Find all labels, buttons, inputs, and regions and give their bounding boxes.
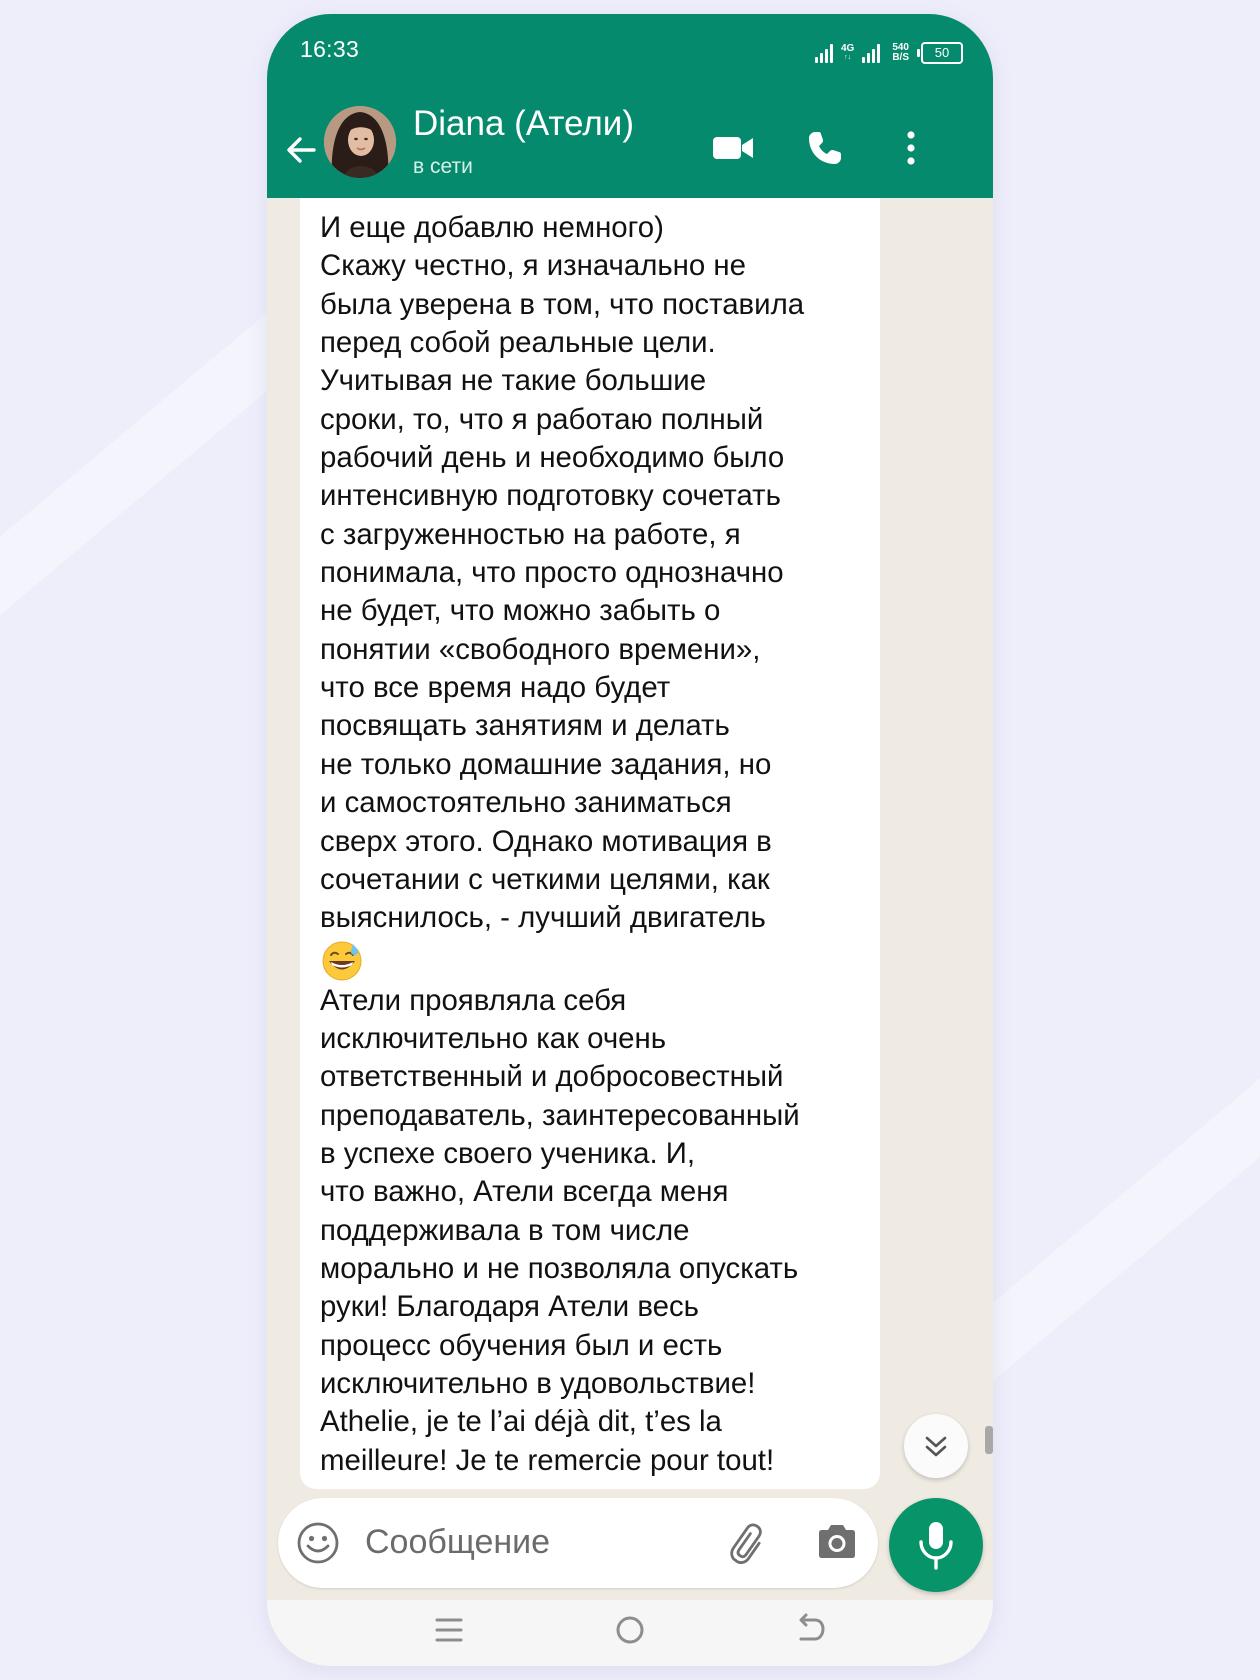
video-call-icon[interactable] (711, 126, 755, 170)
contact-status: в сети (413, 155, 473, 178)
back-arrow-icon[interactable] (283, 132, 319, 168)
home-icon[interactable] (612, 1612, 648, 1648)
message-input-bar (278, 1498, 878, 1588)
signal-icon-2 (862, 43, 880, 63)
message-text (320, 209, 865, 1480)
paperclip-icon[interactable] (726, 1520, 772, 1566)
battery-level: 50 (934, 45, 950, 60)
camera-icon[interactable] (814, 1519, 860, 1565)
speed-unit: B/S (892, 52, 909, 63)
network-indicator (841, 44, 854, 62)
chat-header (267, 14, 993, 198)
message-text-part2: Атели проявляла себя исключительно как очень ответственный и добросовестный преподаватель, заинтересованный в успехе своего ученика. И, что важно, Атели всегда меня поддерживала в том числе морально и не позволяла опускать руки! Благодаря Атели весь процесс обучения был и есть исключительно в удовольствие! Athelie, je te l’ai déjà dit, t’es la meilleure! Je te remercie pour tout! (320, 983, 800, 1477)
message-input[interactable] (365, 1520, 685, 1564)
recent-apps-icon[interactable] (431, 1612, 467, 1648)
scrollbar-thumb[interactable] (985, 1426, 993, 1454)
microphone-button[interactable] (889, 1498, 983, 1592)
contact-name[interactable]: Diana (Атели) (413, 104, 634, 143)
battery-icon (921, 42, 963, 64)
speed-value: 540 (892, 42, 909, 53)
back-nav-icon[interactable] (793, 1612, 829, 1648)
phone-screen (267, 14, 993, 1666)
avatar[interactable] (324, 106, 396, 178)
double-chevron-down-icon (904, 1414, 968, 1478)
phone-icon[interactable] (803, 126, 847, 170)
status-time: 16:33 (300, 36, 360, 62)
scroll-to-bottom-button[interactable] (904, 1414, 968, 1478)
message-bubble[interactable] (300, 198, 880, 1489)
system-navigation-bar (267, 1600, 993, 1666)
microphone-icon (889, 1498, 983, 1592)
more-vertical-icon[interactable] (889, 126, 933, 170)
emoji-icon[interactable] (295, 1520, 341, 1566)
message-text-part1: И еще добавлю немного) Скажу честно, я изначально не была уверена в том, что поставила перед собой реальные цели. Учитывая не такие большие сроки, то, что я работаю полный рабочий день и необходимо было интенсивную подготовку сочетать с загруженностью на работе, я понимала, что просто однозначно не будет, что можно забыть о понятии «свободного времени», что все время надо будет посвящать занятиям и делать не только домашние задания, но и самостоятельно заниматься сверх этого. Однако мотивация в сочетании с четкими целями, как выяснилось, - лучший двигатель (320, 211, 805, 935)
grinning-face-with-sweat-icon (320, 938, 364, 982)
network-sub: ↑↓ (844, 54, 852, 61)
network-label: 4G (840, 43, 855, 54)
signal-icon (815, 43, 833, 63)
status-icons (815, 38, 963, 68)
data-speed (892, 43, 909, 63)
